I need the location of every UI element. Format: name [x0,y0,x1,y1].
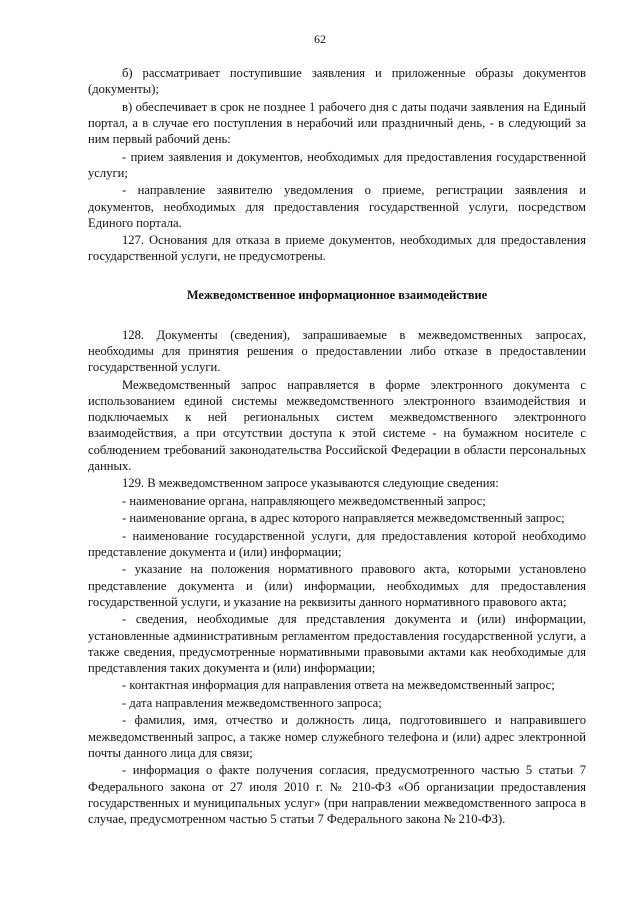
section-heading: Межведомственное информационное взаимодействие [186,287,488,302]
list-item-required-info: - сведения, необходимые для представления документа и (или) информации, установленные административным регламентом предоставления государственной услуги, а также сведения, предусмотренные нормативными правовыми актами как необходимые для представления таких документа и (или) информации; [88,612,586,675]
list-item-legal-act: - указание на положения нормативного правового акта, которыми установлено представление документа и (или) информации, необходимых для предоставления государственной услуги, и указание на реквизиты данного нормативного правового акта; [88,562,586,609]
paragraph-interagency-request: Межведомственный запрос направляется в форме электронного документа с использованием единой системы межведомственного электронного взаимодействия и подключаемых к ней региональных систем межведомственного электронного взаимодействия, а при отсутствии доступа к этой системе - на бумажном носителе с соблюдением требований законодательства Российской Федерации в области персональных данных. [88,377,586,473]
list-item-service-name: - наименование государственной услуги, для предоставления которой необходимо представление документа и (или) информации; [88,528,586,559]
paragraph-128: 128. Документы (сведения), запрашиваемые в межведомственных запросах, необходимы для принятия решения о предоставлении либо отказе в предоставлении государственной услуги. [88,327,586,375]
list-item-request-date: - дата направления межведомственного запроса; [122,695,382,710]
list-item-requesting-body: - наименование органа, направляющего межведомственный запрос; [122,493,486,508]
list-item-addressee-body: - наименование органа, в адрес которого направляется межведомственный запрос; [122,511,565,526]
list-item-responsible-person: - фамилия, имя, отчество и должность лица, подготовившего и направившего межведомственный запрос, а также номер служебного телефона и (или) адрес электронной почты данного лица для связи; [88,713,586,760]
paragraph-item-v: в) обеспечивает в срок не позднее 1 рабочего дня с даты подачи заявления на Единый портал, а в случае его поступления в нерабочий или праздничный день, - в следующий за ним первый рабочий день: [88,99,586,147]
paragraph-item-b: б) рассматривает поступившие заявления и приложенные образы документов (документы); [88,66,586,97]
page-number: 62 [314,32,326,46]
list-item-consent-info: - информация о факте получения согласия, предусмотренного частью 5 статьи 7 Федерального закона от 27 июля 2010 г. № 210-ФЗ «Об организации предоставления государственных и муниципальных услуг» (при направлении межведомственного запроса в случае, предусмотренном частью 5 статьи 7 Федерального закона № 210-ФЗ). [88,763,586,826]
document-body [88,65,586,828]
paragraph-129: 129. В межведомственном запросе указываются следующие сведения: [122,476,499,491]
paragraph-send-notification: - направление заявителю уведомления о приеме, регистрации заявления и документов, необходимых для предоставления государственной услуги, посредством Единого портала. [88,183,586,230]
list-item-contact-info: - контактная информация для направления ответа на межведомственный запрос; [122,678,555,693]
paragraph-127: 127. Основания для отказа в приеме документов, необходимых для предоставления государственной услуги, не предусмотрены. [88,233,586,264]
paragraph-receive-application: - прием заявления и документов, необходимых для предоставления государственной услуги; [88,149,586,180]
